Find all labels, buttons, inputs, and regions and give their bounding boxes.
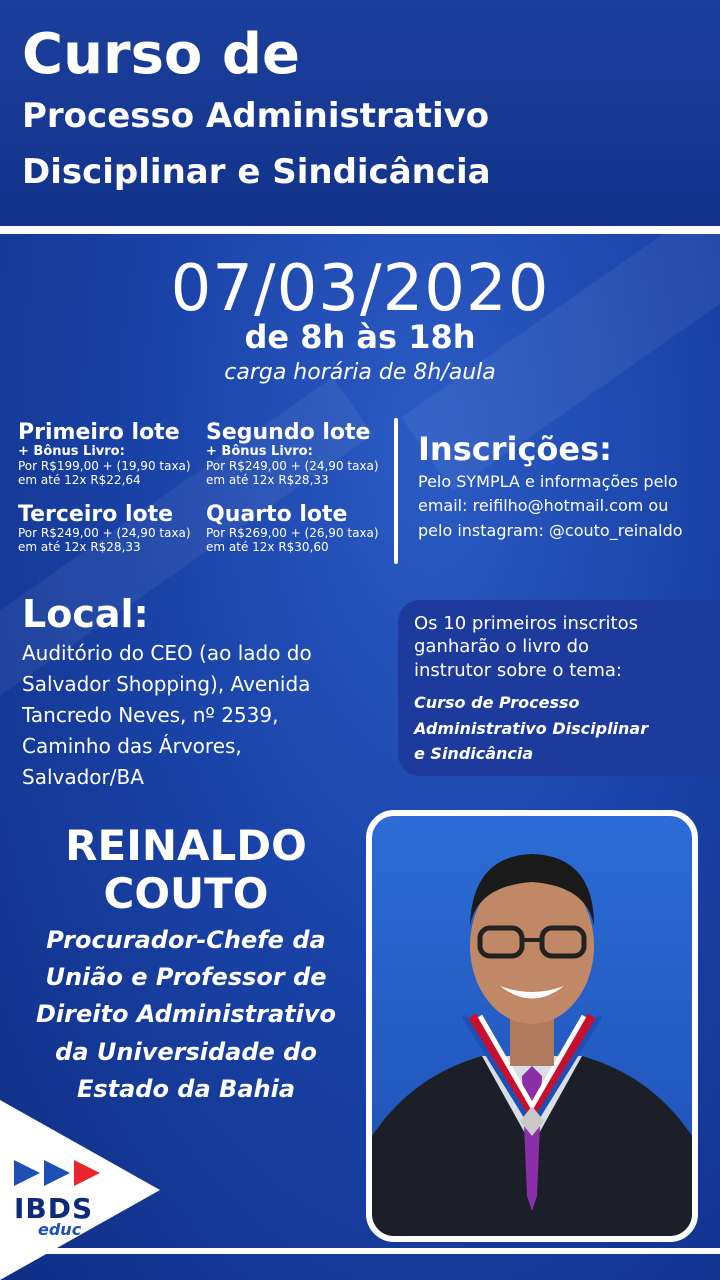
lot-third <box>18 502 191 555</box>
lot-price: Por R$249,00 + (24,90 taxa) <box>206 459 379 474</box>
lot-price: Por R$199,00 + (19,90 taxa) <box>18 459 191 474</box>
address-line: Salvador/BA <box>22 765 144 789</box>
instructor-name <box>0 822 372 919</box>
portrait-illustration <box>372 816 692 1236</box>
promo-course-line: e Sindicância <box>414 744 534 764</box>
instructor-role <box>0 922 372 1108</box>
promo-course <box>414 690 714 767</box>
title-line-2: Processo Administrativo <box>22 96 490 136</box>
registration-line: email: reifilho@hotmail.com ou <box>418 496 669 516</box>
role-line: União e Professor de <box>45 963 327 992</box>
title-line-1: Curso de <box>22 22 300 87</box>
registration-line: pelo instagram: @couto_reinaldo <box>418 520 683 540</box>
registration-title: Inscrições: <box>418 430 612 468</box>
role-line: Estado da Bahia <box>76 1074 296 1103</box>
promo-line: ganharão o livro do <box>414 636 590 658</box>
role-line: Direito Administrativo <box>36 1000 336 1029</box>
location-address <box>22 638 362 793</box>
lot-installments: em até 12x R$22,64 <box>18 473 141 488</box>
lot-installments: em até 12x R$30,60 <box>206 540 329 555</box>
role-line: da Universidade do <box>55 1037 317 1066</box>
event-date: 07/03/2020 <box>170 252 550 326</box>
promo-text <box>414 612 714 682</box>
lot-name: Primeiro lote <box>18 420 180 445</box>
lot-installments: em até 12x R$28,33 <box>18 540 141 555</box>
event-workload: carga horária de 8h/aula <box>224 360 496 385</box>
registration-text <box>418 470 718 543</box>
instructor-first-name: REINALDO <box>65 821 307 870</box>
role-line: Procurador-Chefe da <box>46 926 326 954</box>
address-line: Auditório do CEO (ao lado do <box>22 641 312 665</box>
address-line: Tancredo Neves, nº 2539, <box>22 703 279 727</box>
lot-price: Por R$269,00 + (26,90 taxa) <box>206 526 379 541</box>
address-line: Salvador Shopping), Avenida <box>22 672 311 696</box>
lot-bonus: + Bônus Livro: <box>18 444 125 460</box>
address-line: Caminho das Árvores, <box>22 734 242 758</box>
event-hours: de 8h às 18h <box>244 318 476 356</box>
location-title: Local: <box>22 592 149 636</box>
lot-price: Por R$249,00 + (24,90 taxa) <box>18 526 191 541</box>
lot-name: Segundo lote <box>206 420 371 445</box>
promo-course-line: Curso de Processo <box>414 693 580 712</box>
footer-rule <box>0 1248 720 1254</box>
logo-subtext: educ <box>38 1220 82 1239</box>
promo-course-line: Administrativo Disciplinar <box>414 718 649 738</box>
title-line-3: Disciplinar e Sindicância <box>22 152 491 192</box>
lot-installments: em até 12x R$28,33 <box>206 473 329 488</box>
instructor-last-name: COUTO <box>103 869 269 919</box>
instructor-photo <box>366 810 698 1242</box>
registration-line: Pelo SYMPLA e informações pelo <box>418 472 678 491</box>
promo-line: Os 10 primeiros inscritos <box>414 613 638 634</box>
lot-second <box>206 420 379 488</box>
section-divider <box>394 418 398 564</box>
lot-bonus: + Bônus Livro: <box>206 444 313 460</box>
lot-first <box>18 420 191 488</box>
logo-arrows-icon <box>14 1158 106 1188</box>
lot-name: Quarto lote <box>206 502 348 527</box>
header-rule <box>0 226 720 234</box>
lot-fourth <box>206 502 379 555</box>
logo-text: IBDS <box>14 1192 94 1225</box>
lot-name: Terceiro lote <box>18 502 174 527</box>
promo-line: instrutor sobre o tema: <box>414 659 622 681</box>
